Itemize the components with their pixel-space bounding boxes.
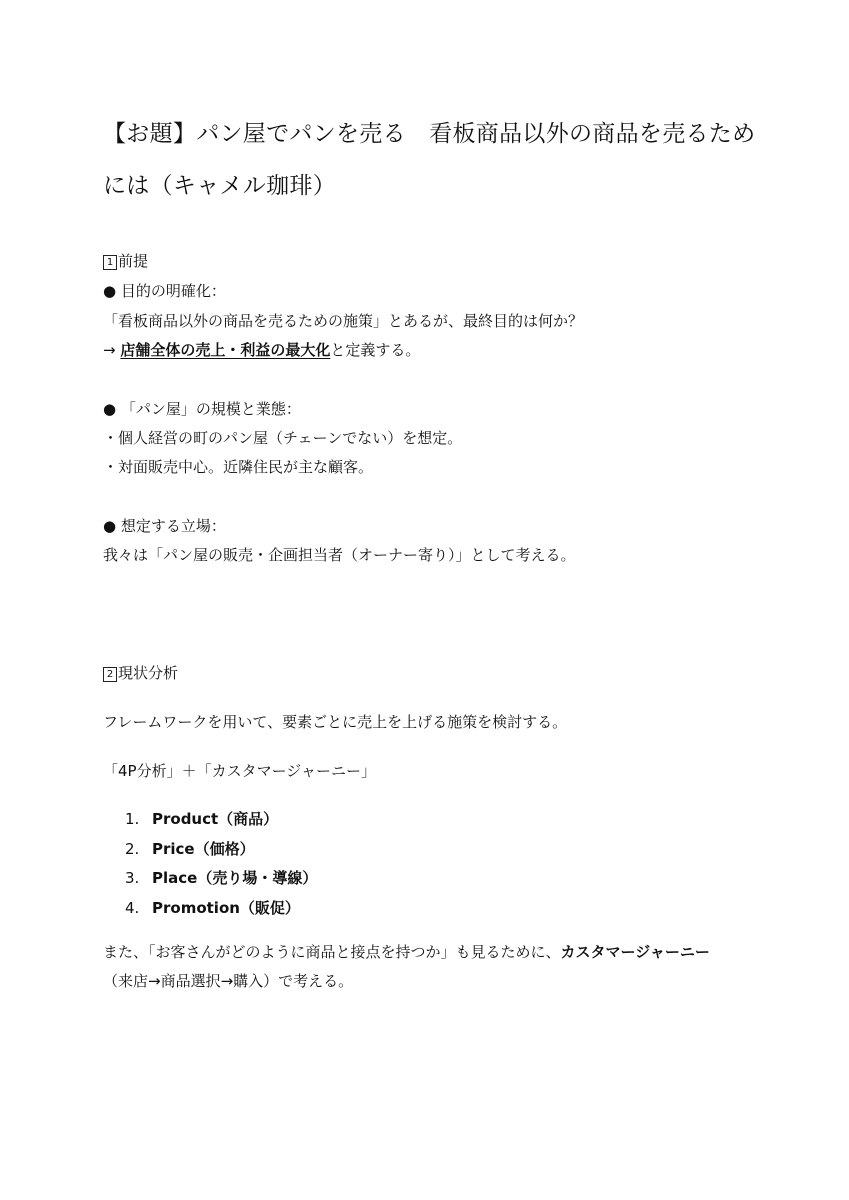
- page-title: 【お題】パン屋でパンを売る 看板商品以外の商品を売るためには（キャメル珈琲）: [103, 121, 756, 199]
- position-label: ● 想定する立場：: [103, 517, 226, 535]
- section2-heading: [103, 662, 178, 684]
- journey-line-1: [103, 941, 710, 963]
- list-item-label: Price（価格）: [152, 839, 255, 858]
- section1-heading-text: 前提: [118, 252, 149, 270]
- section2-number-box: 2: [103, 667, 117, 682]
- scale-label: ● 「パン屋」の規模と業態：: [103, 400, 301, 418]
- scale-bullet-1: ・個人経営の町のパン屋（チェーンでない）を想定。: [103, 429, 463, 447]
- list-item-number: 4.: [125, 898, 140, 917]
- purpose-emphasis: 店舗全体の売上・利益の最大化: [120, 341, 331, 359]
- journey-pre: また、「お客さんがどのように商品と接点を持つか」も見るために、: [103, 943, 561, 961]
- list-item: [125, 864, 317, 894]
- purpose-definition: [103, 339, 420, 361]
- framework-list: [125, 805, 317, 923]
- section1-number-box: 1: [103, 255, 117, 270]
- frameworks-line: 「4P分析」＋「カスタマージャーニー」: [103, 762, 376, 780]
- section1-heading: [103, 250, 148, 272]
- list-item-number: 1.: [125, 810, 140, 828]
- list-item-number: 3.: [125, 869, 140, 887]
- list-item-label: Place（売り場・導線）: [152, 869, 318, 887]
- list-item: [125, 835, 317, 865]
- list-item: [125, 805, 317, 835]
- arrow-glyph: →: [103, 341, 121, 359]
- section2-heading-text: 現状分析: [118, 664, 179, 682]
- purpose-question: 「看板商品以外の商品を売るための施策」とあるが、最終目的は何か？: [103, 312, 584, 330]
- scale-bullet-2: ・対面販売中心。近隣住民が主な顧客。: [103, 458, 374, 476]
- purpose-label: ● 目的の明確化：: [103, 282, 226, 300]
- list-item-label: Promotion（販促）: [152, 898, 300, 917]
- position-text: 我々は「パン屋の販売・企画担当者（オーナー寄り）」として考える。: [103, 546, 576, 564]
- journey-line-2: （来店→商品選択→購入）で考える。: [103, 972, 354, 990]
- list-item-label: Product（商品）: [152, 810, 279, 828]
- list-item: [125, 894, 317, 924]
- list-item-number: 2.: [125, 839, 140, 858]
- journey-bold: カスタマージャーニー: [560, 943, 710, 961]
- purpose-suffix: と定義する。: [330, 341, 421, 359]
- analysis-intro: フレームワークを用いて、要素ごとに売上を上げる施策を検討する。: [103, 713, 568, 731]
